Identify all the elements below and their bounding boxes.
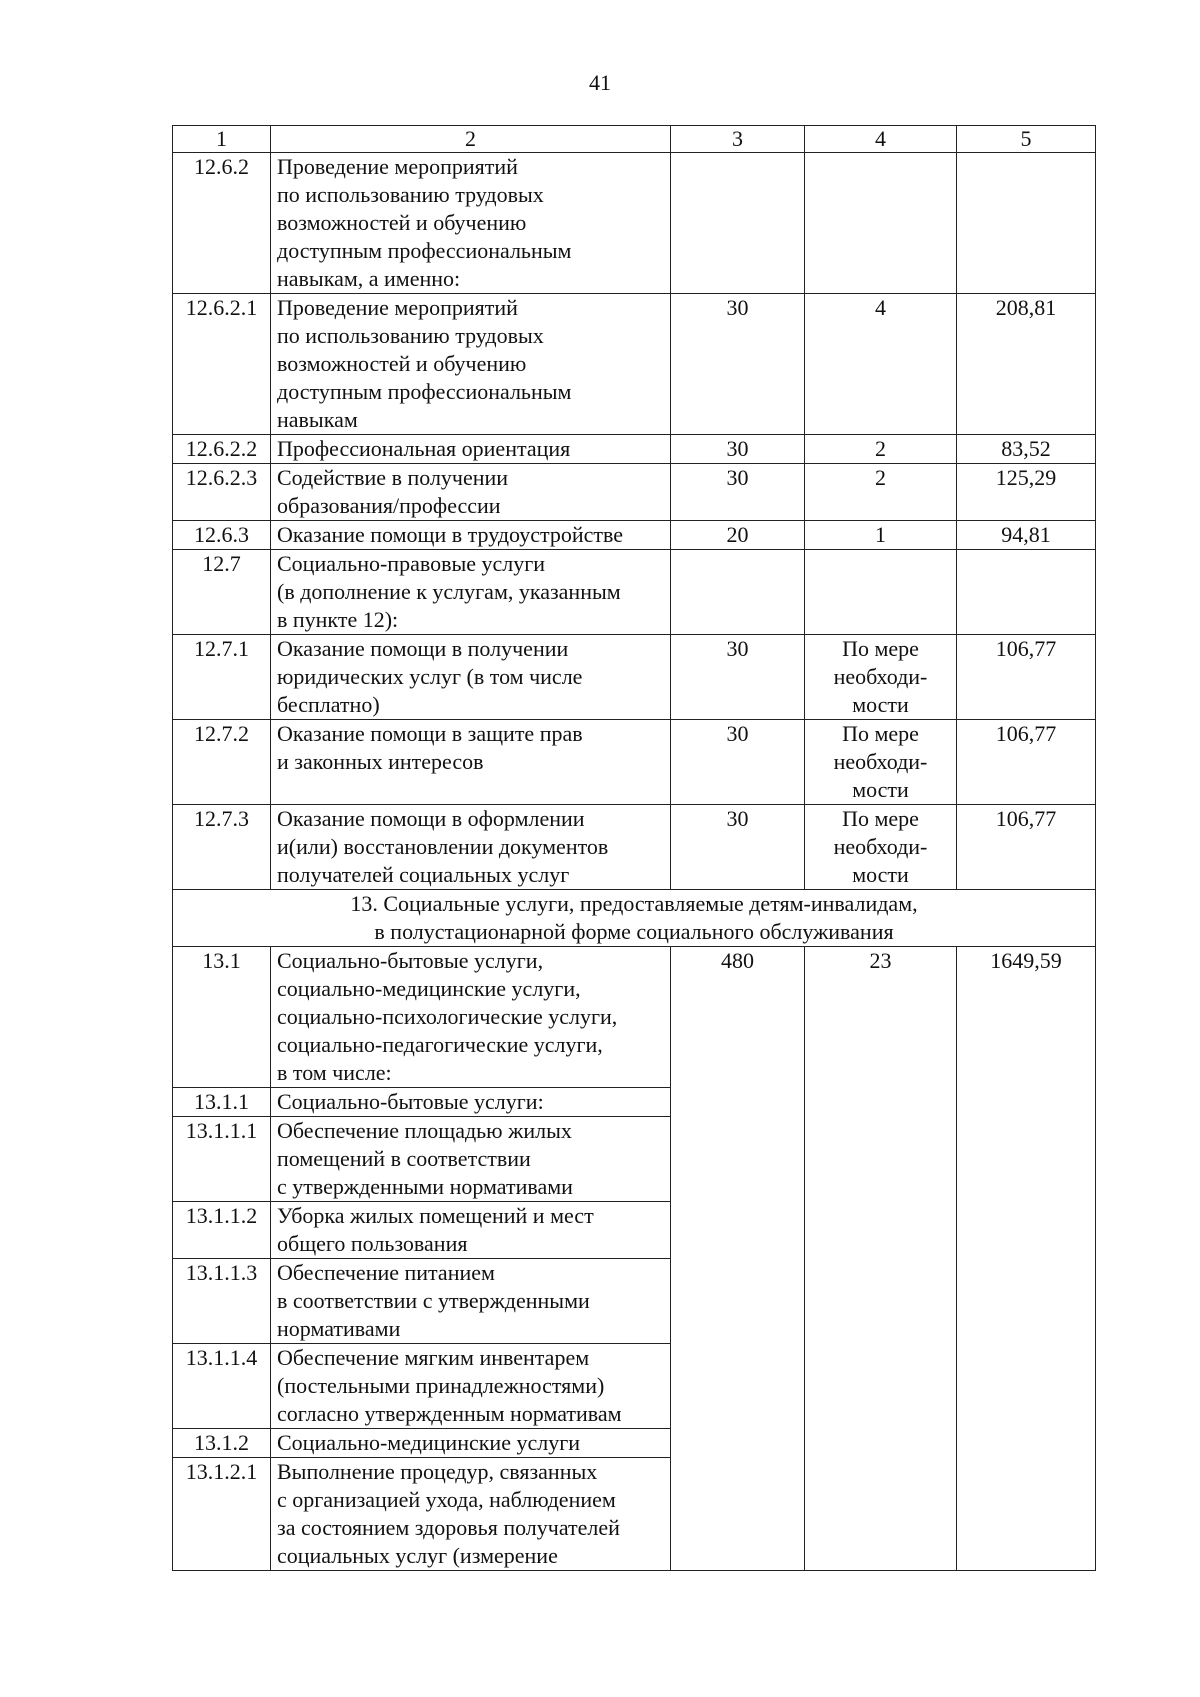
column-5-value: 106,77 xyxy=(957,805,1096,890)
service-description-line: по использованию трудовых xyxy=(277,323,544,348)
column-3-value: 30 xyxy=(671,635,805,720)
service-description-line: доступным профессиональным xyxy=(277,238,572,263)
item-number: 13.1.2.1 xyxy=(173,1458,271,1571)
item-number: 13.1.2 xyxy=(173,1429,271,1458)
column-4-value xyxy=(805,294,957,435)
item-number: 12.6.2.2 xyxy=(173,435,271,464)
service-description-line: получателей социальных услуг xyxy=(277,862,570,887)
service-description-line: Социально-бытовые услуги, xyxy=(277,948,544,973)
table-row xyxy=(173,464,1096,521)
column-3-value xyxy=(671,153,805,294)
section-13-heading xyxy=(173,890,1096,947)
service-description-line: Обеспечение площадью жилых xyxy=(277,1118,572,1143)
service-description-line: социальных услуг (измерение xyxy=(277,1543,558,1568)
item-number: 12.7.2 xyxy=(173,720,271,805)
service-description-line: Социально-медицинские услуги xyxy=(277,1430,581,1455)
column-4-value-line: необходи- xyxy=(833,664,928,689)
service-description-line: за состоянием здоровья получателей xyxy=(277,1515,620,1540)
service-description xyxy=(271,1344,671,1429)
service-description-line: социально-психологические услуги, xyxy=(277,1004,618,1029)
service-description-line: Выполнение процедур, связанных xyxy=(277,1459,598,1484)
item-number: 12.7.3 xyxy=(173,805,271,890)
column-5-value: 1649,59 xyxy=(957,947,1096,1571)
column-3-value: 30 xyxy=(671,720,805,805)
service-description-line: Оказание помощи в получении xyxy=(277,636,569,661)
service-description-line: Профессиональная ориентация xyxy=(277,436,571,461)
column-5-value: 125,29 xyxy=(957,464,1096,521)
column-4-value-line: По мере xyxy=(842,806,919,831)
table-row xyxy=(173,635,1096,720)
service-description-line: Уборка жилых помещений и мест xyxy=(277,1203,594,1228)
column-4-value-line: 2 xyxy=(875,465,886,490)
column-4-value xyxy=(805,153,957,294)
column-4-value xyxy=(805,550,957,635)
column-4-value-line: По мере xyxy=(842,721,919,746)
column-4-value xyxy=(805,805,957,890)
table-row xyxy=(173,947,1096,1088)
service-description xyxy=(271,521,671,550)
service-description-line: с утвержденными нормативами xyxy=(277,1174,573,1199)
service-description-line: социально-медицинские услуги, xyxy=(277,976,581,1001)
service-description-line: в соответствии с утвержденными xyxy=(277,1288,590,1313)
service-description-line: возможностей и обучению xyxy=(277,351,527,376)
service-description-line: навыкам xyxy=(277,407,358,432)
column-4-value xyxy=(805,635,957,720)
service-description-line: Социально-бытовые услуги: xyxy=(277,1089,544,1114)
column-4-value-line: мости xyxy=(852,862,909,887)
service-description-line: Оказание помощи в трудоустройстве xyxy=(277,522,624,547)
column-number-3: 3 xyxy=(671,126,805,153)
column-4-value-line: необходи- xyxy=(833,834,928,859)
service-description-line: Оказание помощи в оформлении xyxy=(277,806,585,831)
column-5-value xyxy=(957,550,1096,635)
column-5-value xyxy=(957,153,1096,294)
item-number: 12.6.2 xyxy=(173,153,271,294)
service-description xyxy=(271,153,671,294)
column-3-value: 30 xyxy=(671,294,805,435)
service-description xyxy=(271,805,671,890)
service-description-line: с организацией ухода, наблюдением xyxy=(277,1487,616,1512)
column-3-value xyxy=(671,550,805,635)
column-number-4: 4 xyxy=(805,126,957,153)
column-3-value: 20 xyxy=(671,521,805,550)
column-4-value-line: мости xyxy=(852,692,909,717)
service-description-line: юридических услуг (в том числе xyxy=(277,664,583,689)
service-description-line: помещений в соответствии xyxy=(277,1146,531,1171)
service-description-line: и законных интересов xyxy=(277,749,484,774)
item-number: 13.1.1.4 xyxy=(173,1344,271,1429)
service-description xyxy=(271,947,671,1088)
service-description xyxy=(271,1202,671,1259)
column-3-value: 30 xyxy=(671,435,805,464)
service-description xyxy=(271,720,671,805)
service-description-line: социально-педагогические услуги, xyxy=(277,1032,603,1057)
column-5-value: 94,81 xyxy=(957,521,1096,550)
column-4-value-line: необходи- xyxy=(833,749,928,774)
service-description xyxy=(271,1117,671,1202)
service-description-line: Оказание помощи в защите прав xyxy=(277,721,583,746)
service-description-line: образования/профессии xyxy=(277,493,501,518)
service-description-line: доступным профессиональным xyxy=(277,379,572,404)
service-description-line: по использованию трудовых xyxy=(277,182,544,207)
service-description xyxy=(271,1088,671,1117)
column-4-value: 23 xyxy=(805,947,957,1571)
table-row xyxy=(173,805,1096,890)
section-13-heading-line: в полустационарной форме социального обслуживания xyxy=(374,919,894,944)
column-number-row xyxy=(173,126,1096,153)
service-description xyxy=(271,464,671,521)
column-3-value: 30 xyxy=(671,805,805,890)
item-number: 12.7 xyxy=(173,550,271,635)
table-row xyxy=(173,435,1096,464)
service-description xyxy=(271,550,671,635)
services-table xyxy=(172,125,1096,1571)
service-description-line: в пункте 12): xyxy=(277,607,399,632)
service-description-line: согласно утвержденным нормативам xyxy=(277,1401,622,1426)
section-heading-row xyxy=(173,890,1096,947)
column-4-value-line: 4 xyxy=(875,295,886,320)
service-description-line: Социально-правовые услуги xyxy=(277,551,546,576)
service-description xyxy=(271,635,671,720)
item-number: 13.1.1.2 xyxy=(173,1202,271,1259)
service-description-line: навыкам, а именно: xyxy=(277,266,461,291)
service-description-line: Содействие в получении xyxy=(277,465,509,490)
item-number: 12.6.2.3 xyxy=(173,464,271,521)
item-number: 12.7.1 xyxy=(173,635,271,720)
service-description xyxy=(271,435,671,464)
table-row xyxy=(173,550,1096,635)
service-description-line: (в дополнение к услугам, указанным xyxy=(277,579,621,604)
column-4-value xyxy=(805,464,957,521)
service-description xyxy=(271,1259,671,1344)
column-3-value: 480 xyxy=(671,947,805,1571)
column-number-1: 1 xyxy=(173,126,271,153)
service-description-line: и(или) восстановлении документов xyxy=(277,834,609,859)
item-number: 12.6.3 xyxy=(173,521,271,550)
section-13-heading-line: 13. Социальные услуги, предоставляемые детям-инвалидам, xyxy=(350,891,918,916)
column-number-2: 2 xyxy=(271,126,671,153)
service-description-line: Обеспечение мягким инвентарем xyxy=(277,1345,590,1370)
column-3-value: 30 xyxy=(671,464,805,521)
column-4-value-line: мости xyxy=(852,777,909,802)
page-number: 41 xyxy=(589,70,611,95)
column-5-value: 83,52 xyxy=(957,435,1096,464)
column-number-5: 5 xyxy=(957,126,1096,153)
column-4-value xyxy=(805,521,957,550)
service-description-line: Проведение мероприятий xyxy=(277,154,518,179)
column-4-value-line: 1 xyxy=(875,522,886,547)
column-5-value: 106,77 xyxy=(957,720,1096,805)
item-number: 13.1 xyxy=(173,947,271,1088)
item-number: 13.1.1.1 xyxy=(173,1117,271,1202)
column-4-value xyxy=(805,435,957,464)
column-5-value: 106,77 xyxy=(957,635,1096,720)
service-description-line: общего пользования xyxy=(277,1231,468,1256)
service-description-line: нормативами xyxy=(277,1316,401,1341)
service-description-line: Проведение мероприятий xyxy=(277,295,518,320)
column-4-value xyxy=(805,720,957,805)
item-number: 13.1.1.3 xyxy=(173,1259,271,1344)
item-number: 13.1.1 xyxy=(173,1088,271,1117)
column-4-value-line: По мере xyxy=(842,636,919,661)
service-description xyxy=(271,1458,671,1571)
service-description-line: (постельными принадлежностями) xyxy=(277,1373,605,1398)
item-number: 12.6.2.1 xyxy=(173,294,271,435)
table-row xyxy=(173,294,1096,435)
service-description xyxy=(271,294,671,435)
service-description-line: Обеспечение питанием xyxy=(277,1260,495,1285)
table-row xyxy=(173,521,1096,550)
service-description-line: в том числе: xyxy=(277,1060,392,1085)
column-5-value: 208,81 xyxy=(957,294,1096,435)
table-row xyxy=(173,153,1096,294)
service-description xyxy=(271,1429,671,1458)
service-description-line: возможностей и обучению xyxy=(277,210,527,235)
column-4-value-line: 2 xyxy=(875,436,886,461)
service-description-line: бесплатно) xyxy=(277,692,380,717)
table-row xyxy=(173,720,1096,805)
